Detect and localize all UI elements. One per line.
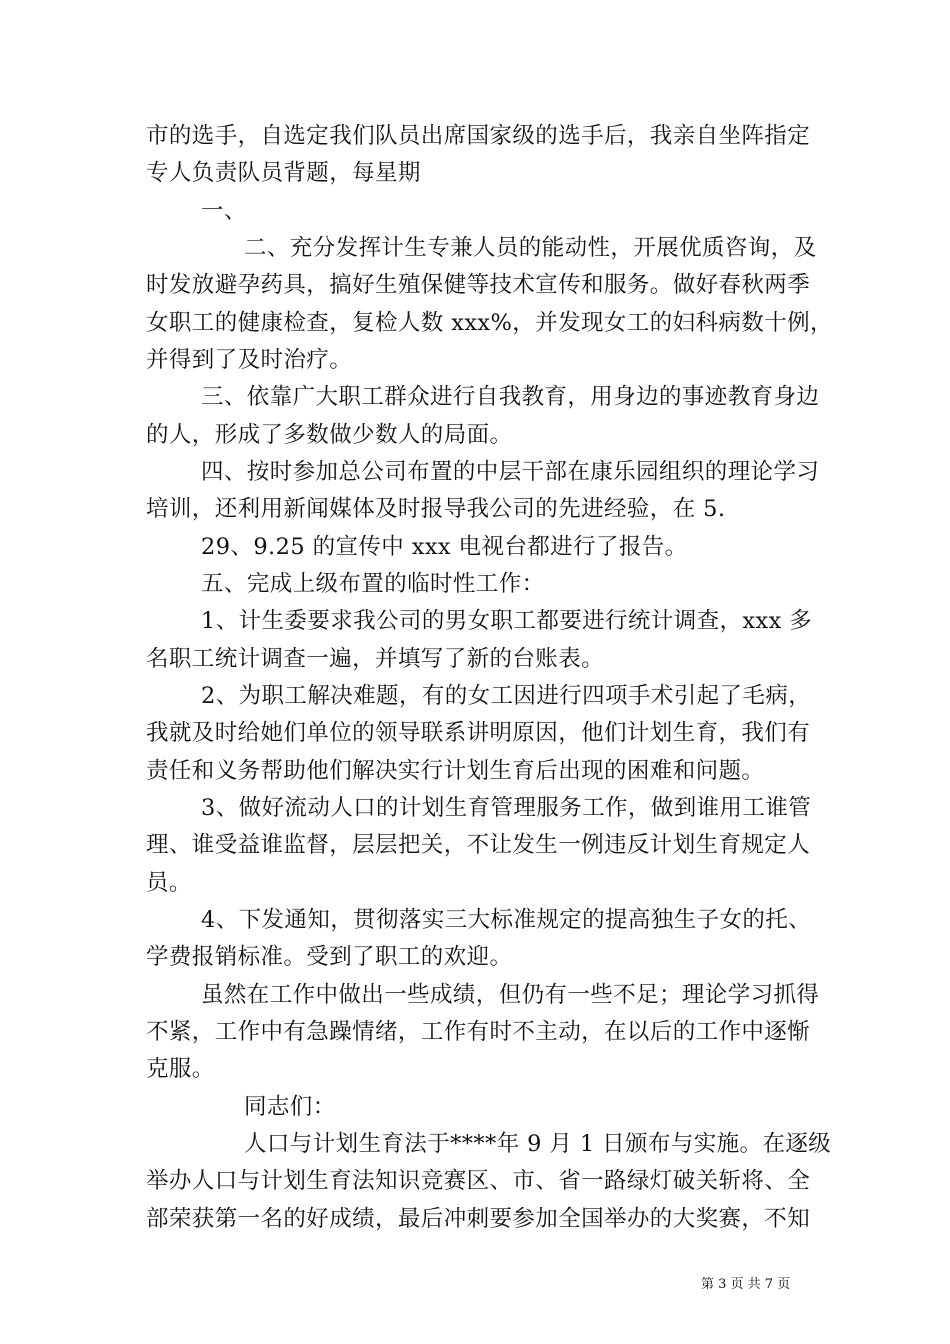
text-line: 2、为职工解决难题，有的女工因进行四项手术引起了毛病， [201,683,812,709]
text-line: 市的选手，自选定我们队员出席国家级的选手后，我亲自坐阵指定 [146,123,811,149]
text-line: 培训，还利用新闻媒体及时报导我公司的先进经验，在 5. [146,496,726,522]
text-line: 的人，形成了多数做少数人的局面。 [146,422,513,448]
text-line: 四、按时参加总公司布置的中层干部在康乐园组织的理论学习 [201,459,820,485]
text-line: 三、依靠广大职工群众进行自我教育，用身边的事迹教育身边 [201,384,820,410]
text-line: 名职工统计调查一遍，并填写了新的台账表。 [146,646,605,672]
text-line: 4、下发通知，贯彻落实三大标准规定的提高独生子女的托、 [201,907,812,933]
section-heading: 一、 [201,198,247,224]
text-line: 时发放避孕药具，搞好生殖保健等技术宣传和服务。做好春秋两季 [146,272,811,298]
text-line: 五、完成上级布置的临时性工作： [201,571,545,597]
salutation: 同志们： [244,1094,336,1120]
text-line: 学费报销标准。受到了职工的欢迎。 [146,944,513,970]
text-line: 责任和义务帮助他们解决实行计划生育后出现的困难和问题。 [146,758,765,784]
page-indicator: 第 3 页 共 7 页 [701,1277,791,1292]
text-line: 举办人口与计划生育法知识竞赛区、市、省一路绿灯破关斩将、全 [146,1168,811,1194]
text-line: 不紧，工作中有急躁情绪，工作有时不主动，在以后的工作中逐惭 [146,1019,811,1045]
text-line: 虽然在工作中做出一些成绩，但仍有一些不足；理论学习抓得 [201,982,820,1008]
text-line: 并得到了及时治疗。 [146,347,353,373]
text-line: 我就及时给她们单位的领导联系讲明原因，他们计划生育，我们有 [146,720,811,746]
text-line: 理、谁受益谁监督，层层把关，不让发生一例违反计划生育规定人 [146,832,811,858]
text-line: 专人负责队员背题，每星期 [146,160,421,186]
text-line: 人口与计划生育法于****年 9 月 1 日颁布与实施。在逐级 [244,1131,832,1157]
text-line: 女职工的健康检查，复检人数 xxx%，并发现女工的妇科病数十例， [146,310,833,336]
text-line: 1、计生委要求我公司的男女职工都要进行统计调查，xxx 多 [201,608,813,634]
text-line: 3、做好流动人口的计划生育管理服务工作，做到谁用工谁管 [201,795,812,821]
text-line: 部荣获第一名的好成绩，最后冲刺要参加全国举办的大奖赛，不知 [146,1206,811,1232]
text-line: 29、9.25 的宣传中 xxx 电视台都进行了报告。 [201,534,688,560]
text-line: 二、充分发挥计生专兼人员的能动性，开展优质咨询，及 [244,235,817,261]
text-line: 员。 [146,870,192,896]
text-line: 克服。 [146,1056,215,1082]
